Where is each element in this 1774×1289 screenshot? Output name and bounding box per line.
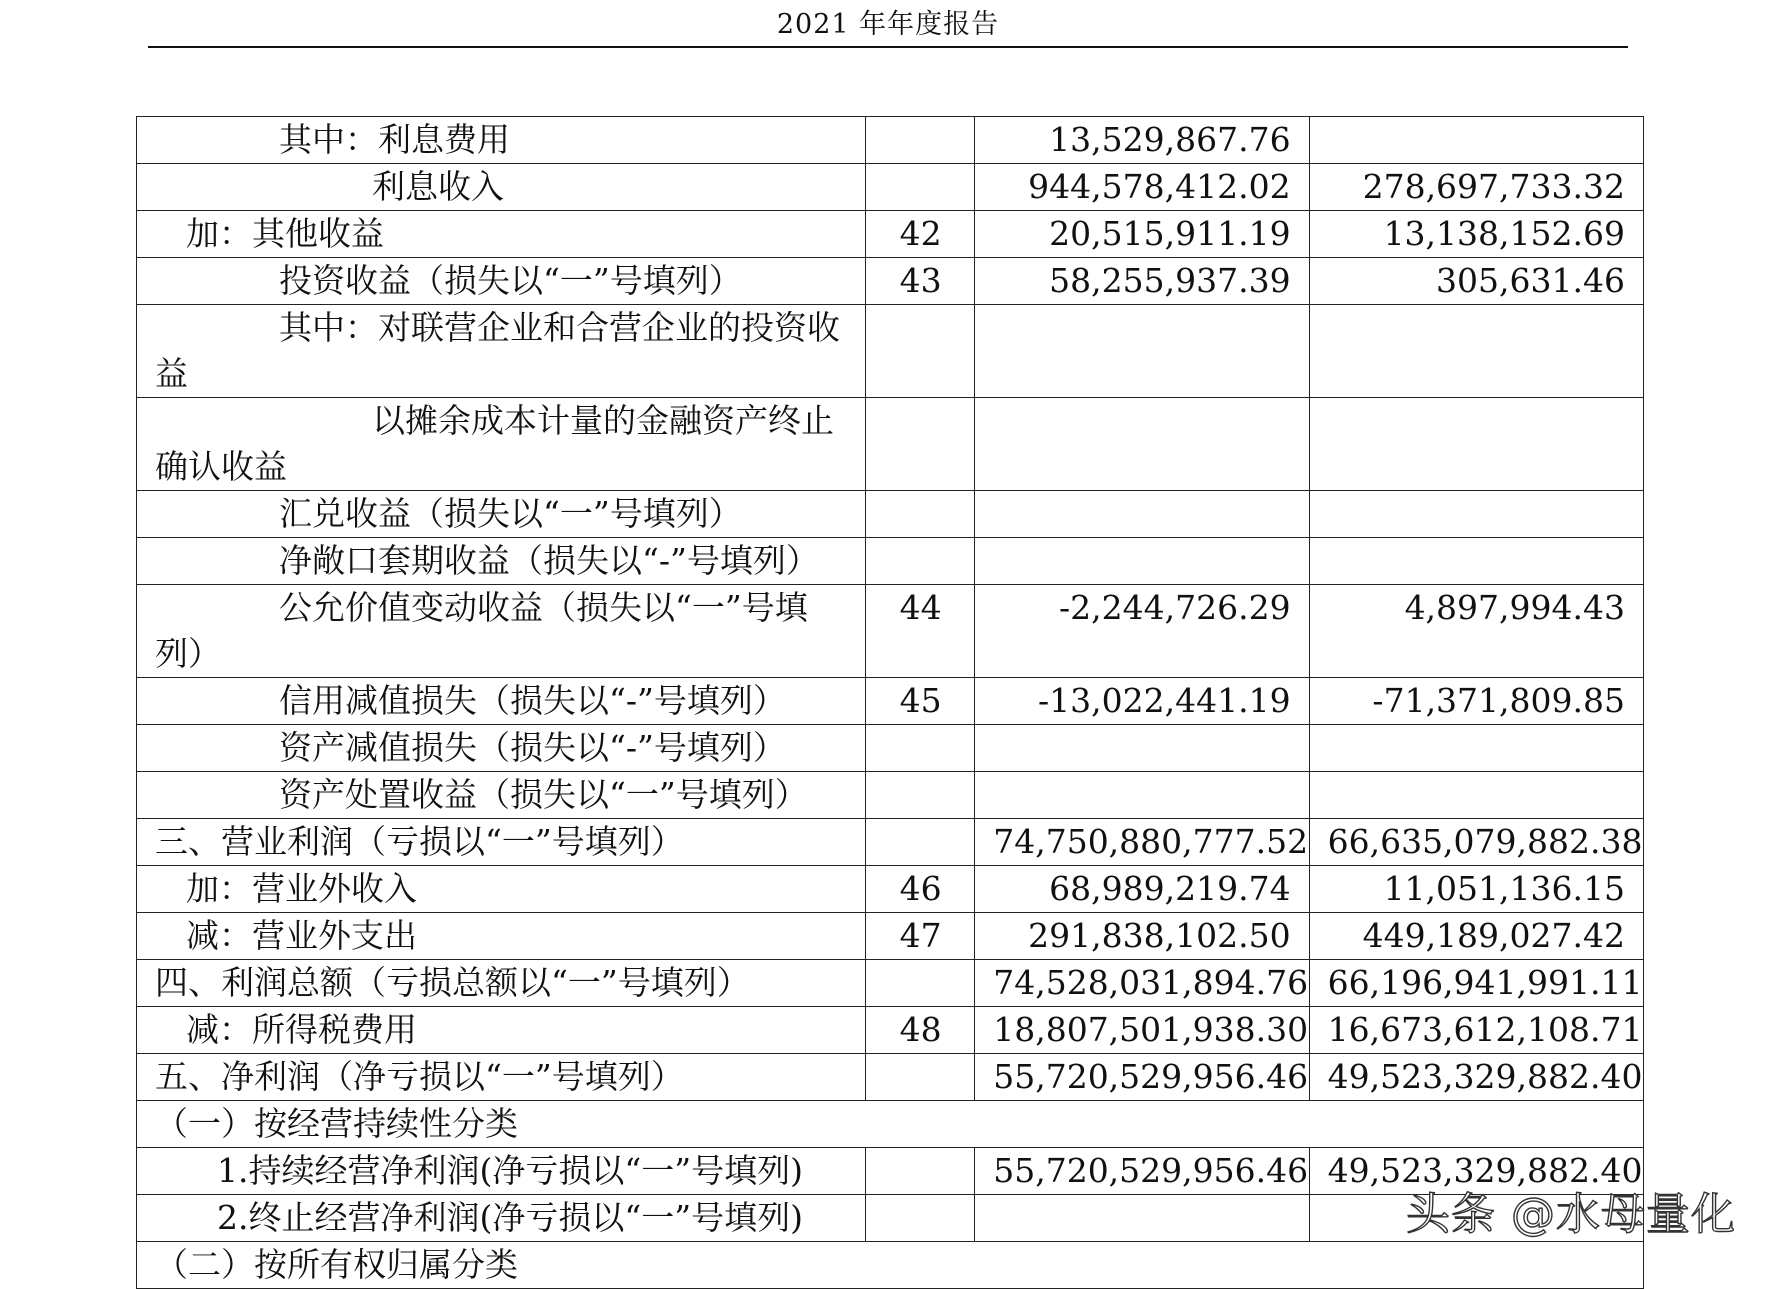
row-note — [865, 1054, 975, 1101]
table-row — [137, 211, 1644, 258]
income-statement-rows — [137, 117, 1644, 1289]
table-row — [137, 117, 1644, 164]
row-item-label: 资产处置收益（损失以“一”号填列） — [137, 772, 866, 819]
row-current-period: 291,838,102.50 — [975, 913, 1309, 960]
row-item-label: 其中：对联营企业和合营企业的投资收益 — [137, 305, 866, 398]
table-row — [137, 678, 1644, 725]
row-current-period — [975, 1195, 1309, 1242]
row-item-label: 四、利润总额（亏损总额以“一”号填列） — [137, 960, 866, 1007]
table-row — [137, 725, 1644, 772]
table-row — [137, 772, 1644, 819]
row-previous-period — [1309, 491, 1643, 538]
row-note — [865, 1195, 975, 1242]
table-row — [137, 960, 1644, 1007]
row-note: 45 — [865, 678, 975, 725]
row-note: 44 — [865, 585, 975, 678]
row-previous-period — [1309, 117, 1643, 164]
row-item-label: 加：营业外收入 — [137, 866, 866, 913]
row-previous-period: 4,897,994.43 — [1309, 585, 1643, 678]
table-row — [137, 164, 1644, 211]
table-row — [137, 1054, 1644, 1101]
row-previous-period: 49,523,329,882.40 — [1309, 1148, 1643, 1195]
row-note: 46 — [865, 866, 975, 913]
table-row — [137, 538, 1644, 585]
row-note: 43 — [865, 258, 975, 305]
row-item-label: 投资收益（损失以“一”号填列） — [137, 258, 866, 305]
row-current-period — [975, 398, 1309, 491]
row-item-label: 加：其他收益 — [137, 211, 866, 258]
row-item-label: 利息收入 — [137, 164, 866, 211]
row-current-period — [975, 772, 1309, 819]
row-current-period: 944,578,412.02 — [975, 164, 1309, 211]
row-current-period: 20,515,911.19 — [975, 211, 1309, 258]
row-note: 48 — [865, 1007, 975, 1054]
row-previous-period: 305,631.46 — [1309, 258, 1643, 305]
row-previous-period — [1309, 538, 1643, 585]
row-previous-period: 278,697,733.32 — [1309, 164, 1643, 211]
page-header — [148, 0, 1628, 48]
report-title: 2021 年年度报告 — [776, 9, 1000, 40]
row-previous-period — [1309, 398, 1643, 491]
income-statement-table — [136, 116, 1644, 1289]
row-item-label: 信用减值损失（损失以“-”号填列） — [137, 678, 866, 725]
row-previous-period — [1309, 772, 1643, 819]
row-item-label: 三、营业利润（亏损以“一”号填列） — [137, 819, 866, 866]
table-row — [137, 819, 1644, 866]
row-previous-period: 49,523,329,882.40 — [1309, 1054, 1643, 1101]
row-note — [865, 398, 975, 491]
row-previous-period: 449,189,027.42 — [1309, 913, 1643, 960]
row-current-period: 18,807,501,938.30 — [975, 1007, 1309, 1054]
row-item-label: 其中：利息费用 — [137, 117, 866, 164]
row-note — [865, 305, 975, 398]
row-item-label: 公允价值变动收益（损失以“一”号填列） — [137, 585, 866, 678]
row-item-label: （二）按所有权归属分类 — [137, 1242, 1644, 1289]
row-item-label: 以摊余成本计量的金融资产终止确认收益 — [137, 398, 866, 491]
row-current-period: -2,244,726.29 — [975, 585, 1309, 678]
watermark: 头条 @水母量化 — [1406, 1189, 1736, 1240]
row-current-period — [975, 725, 1309, 772]
row-previous-period — [1309, 725, 1643, 772]
table-row — [137, 585, 1644, 678]
row-item-label: 资产减值损失（损失以“-”号填列） — [137, 725, 866, 772]
table-row — [137, 1101, 1644, 1148]
row-current-period: 74,528,031,894.76 — [975, 960, 1309, 1007]
row-current-period — [975, 305, 1309, 398]
row-item-label: 五、净利润（净亏损以“一”号填列） — [137, 1054, 866, 1101]
row-note — [865, 772, 975, 819]
row-previous-period — [1309, 305, 1643, 398]
row-item-label: 1.持续经营净利润(净亏损以“一”号填列) — [137, 1148, 866, 1195]
table-row — [137, 258, 1644, 305]
row-item-label: 汇兑收益（损失以“一”号填列） — [137, 491, 866, 538]
row-current-period: 13,529,867.76 — [975, 117, 1309, 164]
row-note — [865, 725, 975, 772]
table-row — [137, 866, 1644, 913]
row-current-period: 55,720,529,956.46 — [975, 1054, 1309, 1101]
row-item-label: 2.终止经营净利润(净亏损以“一”号填列) — [137, 1195, 866, 1242]
row-note — [865, 491, 975, 538]
table-row — [137, 1007, 1644, 1054]
row-item-label: 减：所得税费用 — [137, 1007, 866, 1054]
row-note: 47 — [865, 913, 975, 960]
row-current-period: 55,720,529,956.46 — [975, 1148, 1309, 1195]
row-item-label: （一）按经营持续性分类 — [137, 1101, 1644, 1148]
row-current-period: 68,989,219.74 — [975, 866, 1309, 913]
row-previous-period: 66,635,079,882.38 — [1309, 819, 1643, 866]
row-note — [865, 960, 975, 1007]
row-previous-period: 16,673,612,108.71 — [1309, 1007, 1643, 1054]
row-previous-period: 11,051,136.15 — [1309, 866, 1643, 913]
table-row — [137, 913, 1644, 960]
row-note — [865, 1148, 975, 1195]
table-row — [137, 491, 1644, 538]
row-current-period: 74,750,880,777.52 — [975, 819, 1309, 866]
table-row — [137, 1242, 1644, 1289]
row-note — [865, 164, 975, 211]
row-previous-period: 66,196,941,991.11 — [1309, 960, 1643, 1007]
row-note: 42 — [865, 211, 975, 258]
row-note — [865, 117, 975, 164]
table-row — [137, 398, 1644, 491]
row-current-period — [975, 491, 1309, 538]
row-current-period — [975, 538, 1309, 585]
row-note — [865, 819, 975, 866]
row-current-period: 58,255,937.39 — [975, 258, 1309, 305]
row-previous-period: -71,371,809.85 — [1309, 678, 1643, 725]
table-row — [137, 305, 1644, 398]
row-note — [865, 538, 975, 585]
row-item-label: 净敞口套期收益（损失以“-”号填列） — [137, 538, 866, 585]
row-item-label: 减：营业外支出 — [137, 913, 866, 960]
row-previous-period: 13,138,152.69 — [1309, 211, 1643, 258]
row-current-period: -13,022,441.19 — [975, 678, 1309, 725]
